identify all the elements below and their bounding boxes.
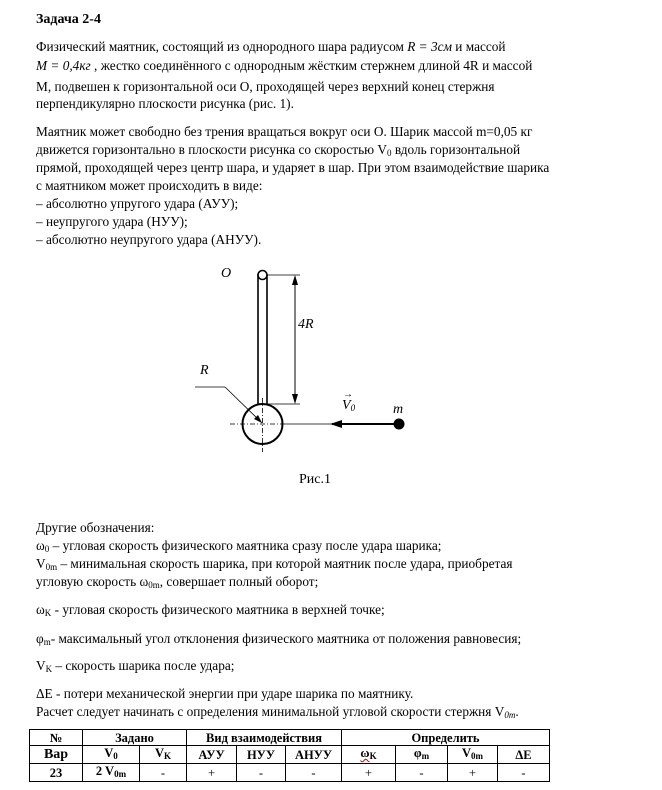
header-delta-e: ΔE [498, 746, 550, 764]
symbol: ω [36, 602, 45, 617]
vector-arrow-icon: → [343, 389, 353, 400]
subscript: K [44, 608, 52, 618]
label-axis-o: O [221, 266, 232, 281]
subscript: 0 [113, 751, 118, 761]
cell-v0m: + [448, 764, 498, 782]
text: V [104, 746, 114, 760]
subscript: 0 [350, 403, 356, 413]
text: $\omega_K$ [360, 746, 377, 761]
text: , совершает полный оборот; [159, 574, 319, 589]
subscript: m [421, 751, 430, 761]
table-header-row-1 [30, 730, 550, 746]
header-num: № [30, 730, 83, 746]
pendulum-diagram [180, 260, 420, 460]
text: , жестко соединённого с однородным жёстким стержнем длиной 4R и массой [90, 58, 533, 73]
header-anuu: АНУУ [286, 746, 342, 764]
text: Расчет следует начинать с определения минимальной угловой скорости стержня V [36, 704, 505, 719]
notation-delta-e: ΔE - потери механической энергии при ударе шарика по маятнику. [36, 686, 414, 701]
text: угловую скорость ω [36, 574, 149, 589]
text: и массой [451, 39, 506, 54]
symbol: φ [36, 631, 44, 646]
subscript: 0m [471, 751, 484, 761]
para1-line1 [36, 38, 506, 56]
subscript: 0m [45, 562, 58, 572]
subscript: 0m [504, 710, 516, 720]
cell-var: 23 [30, 764, 83, 782]
subscript: m [43, 637, 51, 647]
cell-nuu: - [237, 764, 286, 782]
cell-omegak: + [342, 764, 396, 782]
header-omegak [342, 746, 396, 764]
para2-line3: прямой, проходящей через центр шара, и ударяет в шар. При этом взаимодействие шарика [36, 160, 550, 175]
subscript: K [164, 751, 172, 761]
formula-mass: M = 0,4кг [36, 58, 91, 73]
text: Физический маятник, состоящий из однородного шара радиусом [36, 39, 408, 54]
text: – угловая скорость физического маятника сразу после удара шарика; [49, 538, 442, 553]
figure-caption: Рис.1 [299, 472, 331, 487]
notation-omegak [36, 601, 385, 622]
para1-line4: перпендикулярно плоскости рисунка (рис. 1). [36, 96, 294, 111]
notation-vk [36, 657, 234, 678]
label-4r: 4R [298, 317, 314, 332]
task-title: Задача 2-4 [36, 12, 101, 27]
list-item-auu: – абсолютно упругого удара (АУУ); [36, 196, 239, 211]
header-nuu: НУУ [237, 746, 286, 764]
subscript: 0 [44, 544, 50, 554]
notation-heading: Другие обозначения: [36, 520, 155, 535]
text: - максимальный угол отклонения физического маятника от положения равновесия; [50, 631, 522, 646]
para2-line1: Маятник может свободно без трения вращаться вокруг оси O. Шарик массой m=0,05 кг [36, 124, 533, 139]
task-table [29, 729, 550, 782]
text: φ [413, 746, 422, 760]
table-row [30, 764, 550, 782]
label-v0 [342, 389, 356, 414]
notation-start [36, 703, 519, 724]
cell-vk: - [140, 764, 187, 782]
text: V [461, 746, 472, 760]
text: - угловая скорость физического маятника в верхней точке; [51, 602, 385, 617]
symbol: ω [36, 538, 45, 553]
symbol: V [36, 658, 46, 673]
list-item-anuu: – абсолютно неупругого удара (АНУУ). [36, 232, 262, 247]
para1-line2 [36, 57, 532, 75]
header-var: Вар [30, 746, 83, 764]
header-determine: Определить [342, 730, 550, 746]
text: – скорость шарика после удара; [52, 658, 235, 673]
subscript: 0m [148, 580, 160, 590]
text: V [154, 746, 164, 760]
table-header-row-2 [30, 746, 550, 764]
text: движется горизонтально в плоскости рисунка со скоростью V [36, 142, 388, 157]
header-vk [140, 746, 187, 764]
notation-v0m-cont [36, 573, 318, 594]
list-item-nuu: – неупругого удара (НУУ); [36, 214, 188, 229]
header-v0m [448, 746, 498, 764]
text: 2 V [95, 764, 115, 778]
cell-delta-e: - [498, 764, 550, 782]
pendulum-figure [180, 260, 420, 460]
para1-line3: M, подвешен к горизонтальной оси O, проходящей через верхний конец стержня [36, 79, 495, 94]
label-radius: R [200, 363, 209, 378]
subscript: 0m [114, 769, 127, 779]
header-phim [396, 746, 448, 764]
para2-line4: с маятником может происходить в виде: [36, 178, 263, 193]
header-v0 [83, 746, 140, 764]
formula-radius: R = 3см [407, 39, 452, 54]
header-interaction: Вид взаимодействия [187, 730, 342, 746]
cell-v0 [83, 764, 140, 782]
cell-anuu: - [286, 764, 342, 782]
cell-phim: - [396, 764, 448, 782]
subscript: 0 [387, 148, 392, 158]
header-given: Задано [83, 730, 187, 746]
text: . [515, 704, 519, 719]
text: вдоль горизонтальной [391, 142, 521, 157]
label-mass-m: m [393, 402, 404, 417]
text: – минимальная скорость шарика, при которой маятник после удара, приобретая [57, 556, 513, 571]
subscript: K [45, 664, 53, 674]
notation-phim [36, 630, 521, 651]
symbol: V [36, 556, 46, 571]
header-auu: АУУ [187, 746, 237, 764]
cell-auu: + [187, 764, 237, 782]
text: V [342, 398, 351, 413]
